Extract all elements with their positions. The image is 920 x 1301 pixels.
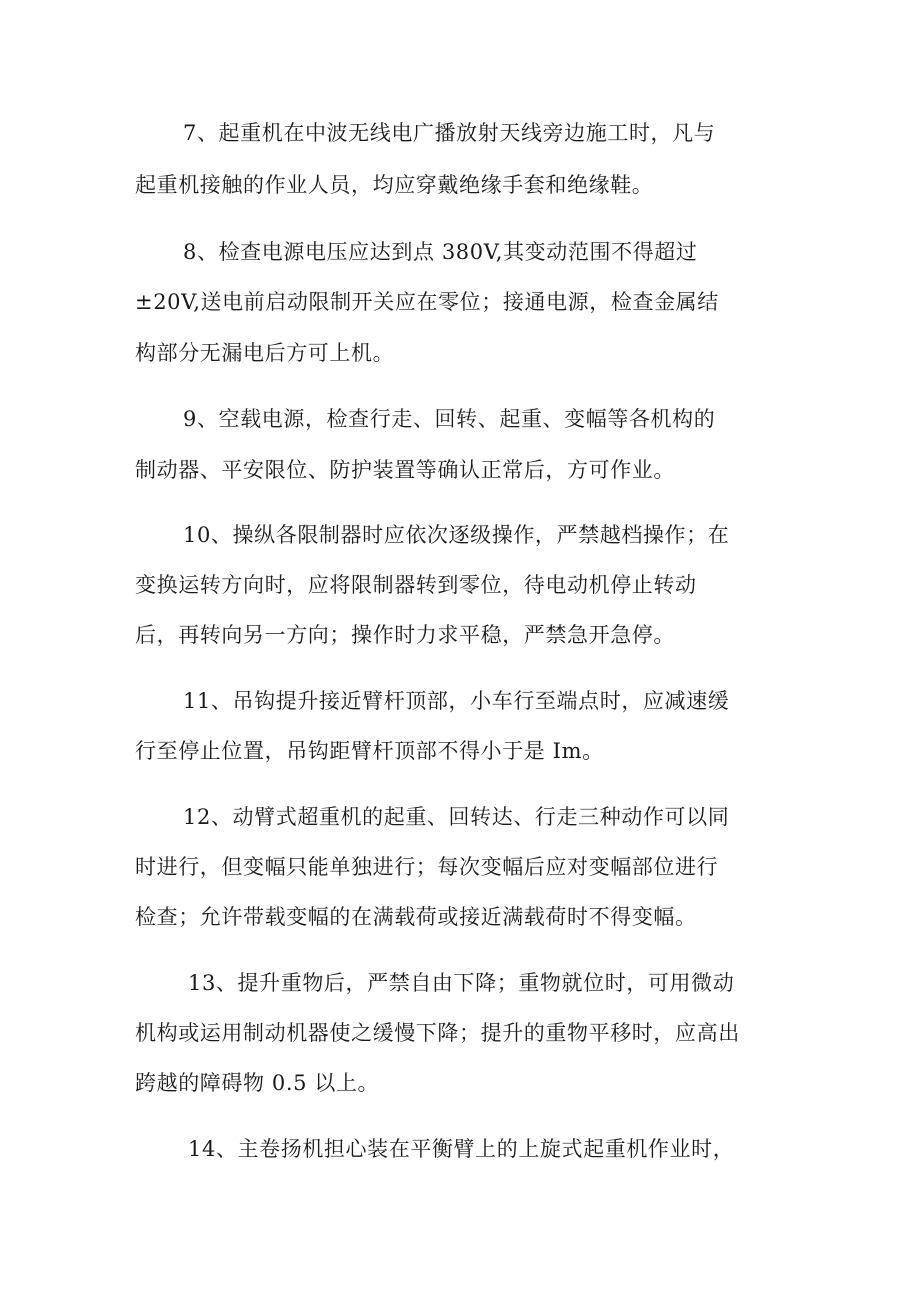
paragraph-13-line-1: 13、提升重物后，严禁自由下降；重物就位时，可用微动 (188, 971, 735, 995)
paragraph-11-line-2: 行至停止位置，吊钩距臂杆顶部不得小于是 Im。 (135, 739, 604, 763)
paragraph-10-line-3: 后，再转向另一方向；操作时力求平稳，严禁急开急停。 (135, 623, 675, 647)
paragraph-13-line-3: 跨越的障碍物 0.5 以上。 (135, 1071, 380, 1095)
paragraph-11-line-1: 11、吊钩提升接近臂杆顶部，小车行至端点时，应减速缓 (183, 689, 730, 713)
paragraph-9-line-1: 9、空载电源，检查行走、回转、起重、变幅等各机构的 (183, 407, 716, 431)
paragraph-12-line-1: 12、动臂式超重机的起重、回转达、行走三种动作可以同 (183, 805, 730, 829)
paragraph-9-line-2: 制动器、平安限位、防护装置等确认正常后，方可作业。 (135, 458, 675, 482)
paragraph-14-line-1: 14、主卷扬机担心装在平衡臂上的上旋式起重机作业时， (188, 1137, 735, 1161)
paragraph-7-line-2: 起重机接触的作业人员，均应穿戴绝缘手套和绝缘鞋。 (135, 173, 654, 197)
paragraph-10-line-1: 10、操纵各限制器时应依次逐级操作，严禁越档操作；在 (183, 523, 730, 547)
paragraph-10-line-2: 变换运转方向时，应将限制器转到零位，待电动机停止转动 (135, 573, 697, 597)
paragraph-8-line-1: 8、检查电源电压应达到点 380V,其变动范围不得超过 (183, 240, 698, 264)
paragraph-12-line-2: 时进行，但变幅只能单独进行；每次变幅后应对变幅部位进行 (135, 855, 719, 879)
paragraph-12-line-3: 检查；允许带载变幅的在满载荷或接近满载荷时不得变幅。 (135, 905, 697, 929)
paragraph-7-line-1: 7、起重机在中波无线电广播放射天线旁边施工时，凡与 (183, 121, 716, 145)
paragraph-13-line-2: 机构或运用制动机器使之缓慢下降；提升的重物平移时，应高出 (135, 1021, 740, 1045)
paragraph-8-line-3: 构部分无漏电后方可上机。 (135, 341, 395, 365)
paragraph-8-line-2: ±20V,送电前启动限制开关应在零位；接通电源，检查金属结 (135, 290, 719, 314)
